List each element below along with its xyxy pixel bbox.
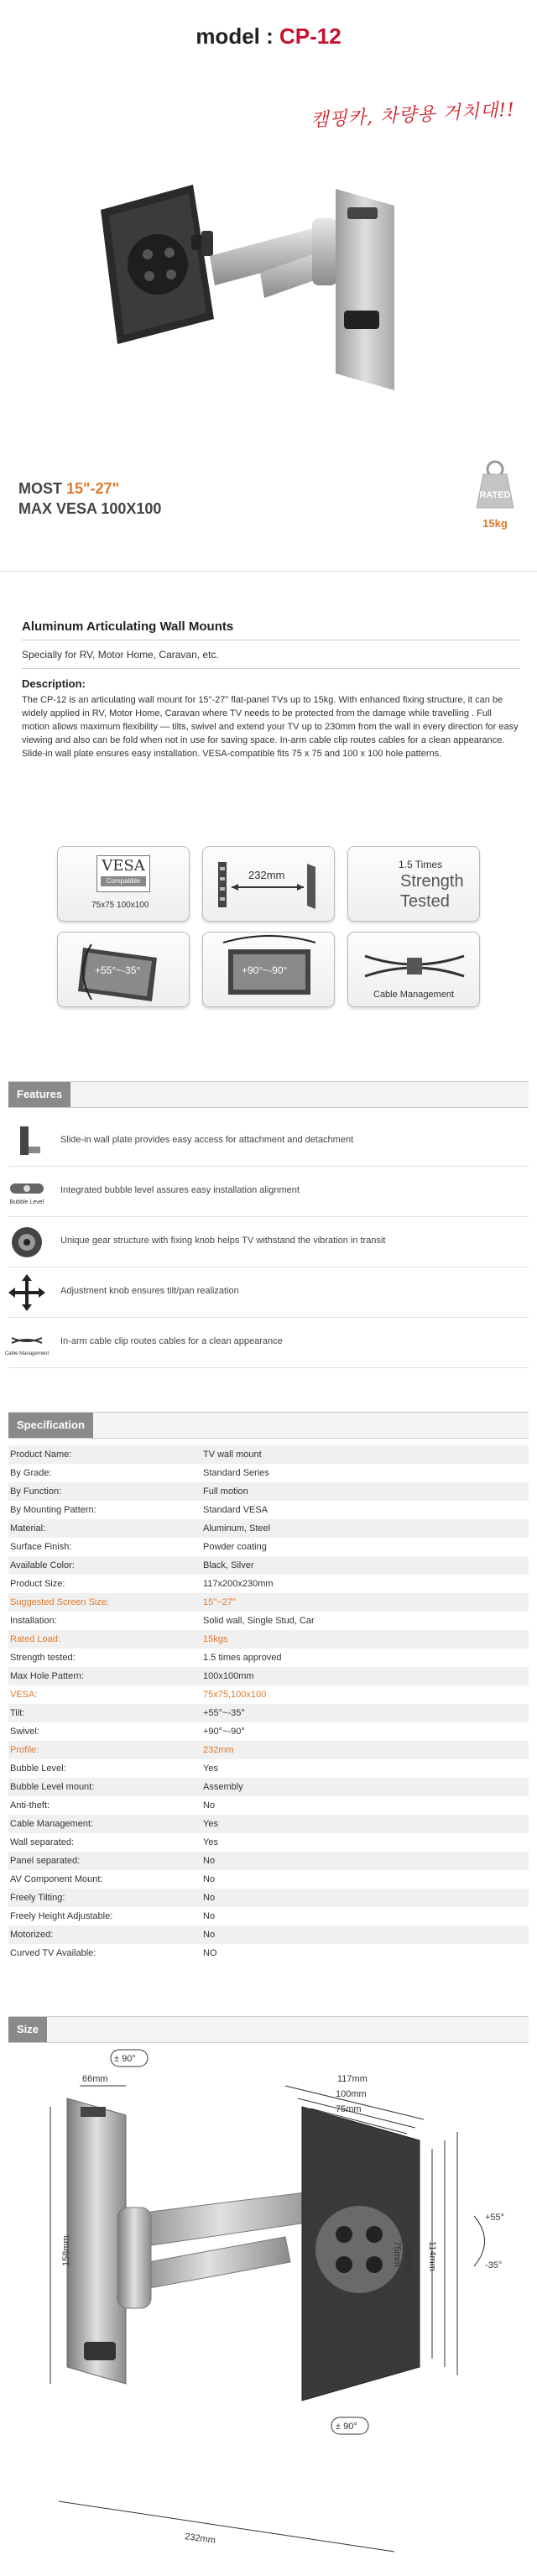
extension-icon [203,847,336,922]
dim-66mm: 66mm [82,2074,108,2084]
spec-value: Standard Series [203,1468,269,1478]
feature-item [8,1217,529,1267]
spec-value: 232mm [203,1745,234,1755]
specification-header [8,1412,529,1439]
spec-value: No [203,1874,216,1884]
tile-tilt [57,932,190,1007]
spec-value: Yes [203,1819,218,1829]
spec-value: NO [203,1948,217,1958]
spec-row [8,1556,529,1575]
dim-158mm: 158mm [61,2235,71,2266]
spec-value: Assembly [203,1782,243,1792]
spec-value: 15"~27" [203,1597,236,1607]
spec-key: Curved TV Available: [10,1948,96,1958]
spec-value: No [203,1856,216,1866]
spec-row [8,1685,529,1704]
dim-tilt-up: +55° [485,2213,505,2223]
badge-label: RATED [479,490,511,500]
spec-row [8,1944,529,1962]
hero-script-text: 캠핑카, 차량용 거치대!! [310,99,516,132]
bubble-level-icon [8,1173,45,1210]
vesa-sizes: 75x75 100x100 [91,901,149,910]
cable-clip-label: Cable Management [4,1351,50,1356]
spec-key: Swivel: [10,1727,39,1737]
section-divider [0,571,537,572]
features-title: Features [8,1082,70,1107]
spec-row [8,1796,529,1815]
spec-key: Surface Finish: [10,1542,72,1552]
spec-key: By Mounting Pattern: [10,1505,96,1515]
dim-75mm-vertical: 75mm [392,2241,402,2267]
spec-row [8,1852,529,1870]
product-photo [92,164,445,415]
hero-screen-range: 15"-27" [66,480,120,497]
spec-key: Max Hole Pattern: [10,1671,85,1681]
dim-232mm: 232mm [184,2532,216,2547]
spec-row [8,1445,529,1464]
spec-row [8,1833,529,1852]
size-title: Size [8,2017,47,2042]
cable-label: Cable Management [373,990,455,1000]
spec-row [8,1538,529,1556]
swivel-range: +90°~-90° [242,964,288,976]
feature-text: Adjustment knob ensures tilt/pan realization [60,1286,239,1296]
spec-key: Profile: [10,1745,39,1755]
spec-value: Yes [203,1763,218,1774]
spec-value: 1.5 times approved [203,1653,282,1663]
tile-vesa [57,846,190,922]
rated-load-badge [468,457,522,530]
spec-key: Wall separated: [10,1837,75,1847]
spec-value: Solid wall, Single Stud, Car [203,1616,315,1626]
spec-value: Yes [203,1837,218,1847]
extension-length: 232mm [248,869,285,881]
size-header [8,2016,529,2043]
feature-item [8,1116,529,1167]
feature-text: Integrated bubble level assures easy installation alignment [60,1185,300,1195]
spec-key: Freely Tilting: [10,1893,65,1903]
spec-key: Material: [10,1523,46,1534]
strength-tested: Tested [400,892,450,911]
four-way-arrows-icon [8,1274,45,1311]
badge-weight: 15kg [482,517,508,530]
spec-value: TV wall mount [203,1450,262,1460]
spec-key: Product Name: [10,1450,72,1460]
spec-key: Freely Height Adjustable: [10,1911,113,1921]
tile-extension [202,846,335,922]
spec-value: 100x100mm [203,1671,254,1681]
dim-114mm: 114mm [427,2241,437,2271]
tile-swivel [202,932,335,1007]
strength-times: 1.5 Times [399,859,443,870]
spec-value: No [203,1930,216,1940]
description-heading: Description: [22,677,86,690]
spec-key: Anti-theft: [10,1800,50,1811]
spec-key: By Function: [10,1487,62,1497]
dim-swivel-top: ± 90° [114,2054,136,2064]
model-title [0,24,537,50]
spec-value: Full motion [203,1487,248,1497]
feature-text: Slide-in wall plate provides easy access for attachment and detachment [60,1135,354,1145]
slide-in-plate-icon [8,1123,45,1160]
spec-key: Installation: [10,1616,57,1626]
size-diagram [0,2048,537,2568]
spec-row [8,1649,529,1667]
vesa-logo [96,855,150,892]
spec-key: Panel separated: [10,1856,81,1866]
spec-row [8,1889,529,1907]
dim-75mm: 75mm [336,2104,362,2114]
spec-row [8,1501,529,1519]
feature-item [8,1167,529,1217]
features-header [8,1081,529,1108]
spec-row [8,1704,529,1722]
dim-100mm-vertical: 100mm [404,2241,414,2272]
dim-117mm: 117mm [337,2074,368,2084]
spec-value: Aluminum, Steel [203,1523,271,1534]
tilt-range: +55°~-35° [95,964,141,976]
tile-strength [347,846,480,922]
spec-value: Black, Silver [203,1560,254,1570]
model-prefix: model : [196,24,279,49]
hero-most-label: MOST [18,480,66,497]
spec-key: Product Size: [10,1579,65,1589]
feature-text: In-arm cable clip routes cables for a clean appearance [60,1336,283,1346]
spec-key: Available Color: [10,1560,75,1570]
spec-value: +90°~-90° [203,1727,245,1737]
model-code: CP-12 [279,24,341,49]
spec-row [8,1630,529,1649]
spec-key: Cable Management: [10,1819,94,1829]
spec-value: 75x75,100x100 [203,1690,267,1700]
spec-row [8,1464,529,1482]
hero-spec-text [18,478,161,519]
specification-table [8,1445,529,1962]
spec-row [8,1907,529,1925]
vesa-logo-text: VESA [102,857,145,875]
spec-row [8,1759,529,1778]
spec-key: Tilt: [10,1708,25,1718]
spec-row [8,1519,529,1538]
spec-row [8,1870,529,1889]
spec-row [8,1778,529,1796]
spec-key: AV Component Mount: [10,1874,103,1884]
spec-value: No [203,1800,216,1811]
spec-key: VESA: [10,1690,38,1700]
spec-row [8,1482,529,1501]
spec-key: Bubble Level: [10,1763,66,1774]
spec-value: Powder coating [203,1542,267,1552]
spec-row [8,1741,529,1759]
gear-icon [8,1224,45,1261]
spec-key: Bubble Level mount: [10,1782,95,1792]
description-title: Aluminum Articulating Wall Mounts [22,619,520,640]
weight-icon [468,457,522,509]
bubble-level-label: Bubble Level [9,1199,44,1205]
spec-row [8,1925,529,1944]
dim-swivel-bottom: ± 90° [336,2422,357,2432]
spec-value: Standard VESA [203,1505,268,1515]
specification-title: Specification [8,1413,93,1438]
description-section [22,619,520,760]
spec-value: 117x200x230mm [203,1579,274,1589]
vesa-compatible-text: Compatible [101,876,146,886]
tile-cable [347,932,480,1007]
spec-row [8,1593,529,1612]
spec-key: Rated Load: [10,1634,60,1644]
feature-text: Unique gear structure with fixing knob helps TV withstand the vibration in transit [60,1236,386,1246]
spec-key: Suggested Screen Size: [10,1597,110,1607]
spec-key: Strength tested: [10,1653,76,1663]
spec-row [8,1612,529,1630]
spec-value: No [203,1893,216,1903]
feature-item [8,1267,529,1318]
description-body: The CP-12 is an articulating wall mount for 15"-27" flat-panel TVs up to 15kg. With enhanced fixing structure, it can be widely applied in RV, Motor Home, Caravan where TV needs to be protected from the damage while travelling . Full motion allows maximum flexibility — tilts, swivel and extend your TV up to 230mm from the wall in every direction for easy viewing and also can be fold when not in use for saving space. In-arm cable clip routes cables for a clean appearance. Slide-in wall plate ensures easy installation. VESA-compatible fits 75 x 75 and 100 x 100 hole patterns. [22,695,519,759]
strength-word: Strength [400,872,464,891]
spec-row [8,1722,529,1741]
spec-key: Motorized: [10,1930,54,1940]
dim-100mm: 100mm [336,2089,367,2099]
spec-value: 15kgs [203,1634,228,1644]
description-subtitle: Specially for RV, Motor Home, Caravan, etc. [22,649,520,669]
cable-clip-icon [4,1325,50,1361]
spec-value: +55°~-35° [203,1708,245,1718]
feature-item [4,1318,529,1368]
spec-value: No [203,1911,216,1921]
spec-row [8,1575,529,1593]
spec-key: By Grade: [10,1468,52,1478]
spec-row [8,1667,529,1685]
hero-vesa-text: MAX VESA 100X100 [18,500,162,517]
dim-tilt-down: -35° [485,2260,503,2270]
spec-row [8,1815,529,1833]
